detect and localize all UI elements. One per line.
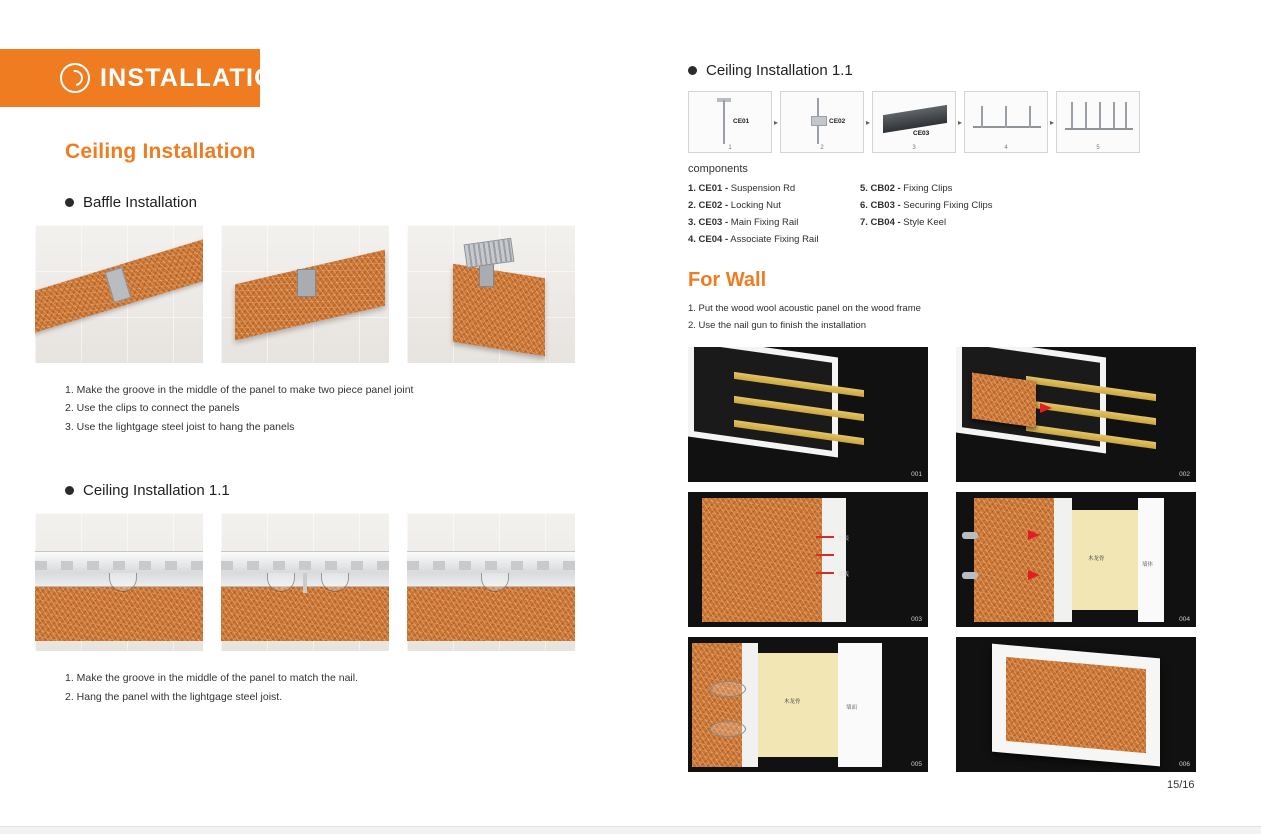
right-column <box>688 62 1208 772</box>
component-text: Locking Nut <box>728 199 781 211</box>
wall-image-number: 001 <box>911 470 922 478</box>
nail-icon <box>816 554 834 556</box>
baffle-caption-3: 3. Use the lightgage steel joist to hang the panels <box>65 420 295 433</box>
wall-surface <box>742 643 758 767</box>
step-2-code: CE02 <box>829 118 846 125</box>
component-item <box>860 215 1110 232</box>
wall-image-001 <box>688 347 928 482</box>
for-wall-step-1: 1. Put the wood wool acoustic panel on the wood frame <box>688 302 921 314</box>
wall-surface <box>1054 498 1072 622</box>
wood-wool-panel <box>453 264 545 357</box>
wall-label: 面板 <box>838 571 850 578</box>
step-3-code: CE03 <box>913 130 930 137</box>
baffle-caption-2: 2. Use the clips to connect the panels <box>65 402 240 415</box>
assembly-step-3 <box>872 91 956 153</box>
ceiling-caption-2: 2. Hang the panel with the lightgage steel joist. <box>65 690 283 703</box>
suspension-rod-icon <box>1029 106 1031 128</box>
style-keel-icon <box>1071 102 1073 128</box>
component-code: 7. CB04 - <box>860 216 901 228</box>
step-5-number: 5 <box>1096 145 1100 151</box>
section-title-for-wall: For Wall <box>688 268 767 291</box>
wall-images-grid <box>688 347 1208 772</box>
step-arrow-2: ▸ <box>865 117 870 127</box>
wall-image-006 <box>956 637 1196 772</box>
components-label: components <box>688 163 748 175</box>
banner-title: INSTALLATION <box>100 63 295 92</box>
style-keel-icon <box>1113 102 1115 128</box>
component-item <box>688 181 860 198</box>
callout-oval-icon <box>710 721 746 737</box>
wall-side-surface <box>838 643 882 767</box>
red-arrow-icon <box>1040 403 1052 413</box>
style-keel-icon <box>1125 102 1127 128</box>
spiral-logo-icon <box>60 63 90 93</box>
wall-image-number: 005 <box>911 760 922 768</box>
wall-label: 木龙骨 <box>784 698 801 705</box>
assembly-step-2 <box>780 91 864 153</box>
component-code: 1. CE01 - <box>688 183 729 194</box>
ceiling-photo-1 <box>35 513 203 651</box>
component-text: Main Fixing Rail <box>728 216 799 228</box>
suspension-rod-icon <box>723 100 725 144</box>
wall-label: 墙面 <box>846 704 858 711</box>
for-wall-steps <box>688 300 1208 335</box>
style-keel-icon <box>1099 102 1101 128</box>
component-item <box>860 181 1110 198</box>
component-text: Suspension Rd <box>728 183 796 194</box>
subheading-baffle-installation <box>65 194 635 211</box>
callout-oval-icon <box>710 681 746 697</box>
component-text: Securing Fixing Clips <box>900 199 993 211</box>
component-code: 3. CE03 - <box>688 216 729 228</box>
screw-icon <box>962 532 978 539</box>
wood-wool-panel <box>702 498 822 622</box>
baffle-photo-row <box>35 225 635 363</box>
components-column-1 <box>688 181 860 249</box>
assembly-steps-strip <box>688 91 1208 153</box>
baffle-photo-2 <box>221 225 389 363</box>
subheading-ceiling-installation-11-right <box>688 62 1208 79</box>
subheading-ceiling-11-right-label: Ceiling Installation 1.1 <box>706 62 853 79</box>
subheading-baffle-label: Baffle Installation <box>83 194 197 211</box>
assembly-step-1 <box>688 91 772 153</box>
step-1-code: CE01 <box>733 118 750 125</box>
wall-label: 木龙骨 <box>1088 555 1105 562</box>
red-arrow-icon <box>1028 530 1040 540</box>
for-wall-step-2: 2. Use the nail gun to finish the installation <box>688 320 866 332</box>
wall-label: 安装 <box>838 535 850 542</box>
component-item <box>860 198 1110 215</box>
component-code: 6. CB03 - <box>860 199 901 211</box>
suspension-rod-icon <box>981 106 983 128</box>
wood-wool-panel <box>407 587 575 641</box>
wall-image-number: 006 <box>1179 760 1190 768</box>
ceiling-caption-1: 1. Make the groove in the middle of the panel to match the nail. <box>65 672 359 685</box>
baffle-caption-1: 1. Make the groove in the middle of the panel to make two piece panel joint <box>65 384 414 396</box>
components-list <box>688 181 1208 249</box>
rail-base-icon <box>1065 128 1133 130</box>
wall-label: 墙体 <box>1142 561 1154 568</box>
wall-image-005 <box>688 637 928 772</box>
ceiling-photo-row <box>35 513 635 651</box>
style-keel-icon <box>1085 102 1087 128</box>
locking-nut-icon <box>811 116 827 126</box>
wood-wool-panel <box>35 587 203 641</box>
wall-image-number: 002 <box>1179 470 1190 478</box>
wood-wool-panel <box>221 587 389 641</box>
step-4-number: 4 <box>1004 145 1008 151</box>
wall-image-number: 003 <box>911 615 922 623</box>
left-column <box>35 140 635 706</box>
component-item <box>688 198 860 215</box>
screw-icon <box>962 572 978 579</box>
component-item <box>688 232 860 249</box>
wall-surface <box>822 498 846 622</box>
wood-wool-panel <box>692 643 742 767</box>
metal-clip-icon <box>297 269 316 297</box>
wood-wool-panel <box>972 372 1036 427</box>
component-text: Style Keel <box>900 216 947 228</box>
bullet-dot-icon <box>65 198 74 207</box>
baffle-caption-block <box>65 381 635 436</box>
nail-icon <box>816 572 834 574</box>
main-fixing-rail-icon <box>883 105 947 133</box>
red-arrow-icon <box>1028 570 1040 580</box>
assembly-step-4 <box>964 91 1048 153</box>
bullet-dot-icon <box>65 486 74 495</box>
wood-frame-section <box>758 653 838 757</box>
component-text: Associate Fixing Rail <box>728 233 819 245</box>
baffle-photo-3 <box>407 225 575 363</box>
wall-image-004 <box>956 492 1196 627</box>
baffle-photo-1 <box>35 225 203 363</box>
finished-frame <box>992 643 1160 766</box>
installation-banner <box>0 49 295 107</box>
component-item <box>688 215 860 232</box>
wall-image-002 <box>956 347 1196 482</box>
components-column-2 <box>860 181 1110 249</box>
joint-clip-icon <box>303 573 307 593</box>
ceiling-photo-3 <box>407 513 575 651</box>
wall-image-number: 004 <box>1179 615 1190 623</box>
step-2-number: 2 <box>820 145 824 151</box>
assembly-step-5 <box>1056 91 1140 153</box>
component-code: 4. CE04 - <box>688 233 729 245</box>
subheading-ceiling-installation-11 <box>65 482 635 499</box>
bullet-dot-icon <box>688 66 697 75</box>
component-code: 2. CE02 - <box>688 199 729 211</box>
step-arrow-1: ▸ <box>773 117 778 127</box>
section-title-ceiling-installation: Ceiling Installation <box>65 140 256 163</box>
subheading-ceiling-11-label: Ceiling Installation 1.1 <box>83 482 230 500</box>
wood-wool-panel <box>1006 657 1146 753</box>
wood-frame-section <box>1072 510 1138 610</box>
nail-icon <box>816 536 834 538</box>
page-number: 15/16 <box>1167 779 1195 791</box>
step-arrow-4: ▸ <box>1049 117 1054 127</box>
wood-wool-panel <box>974 498 1054 622</box>
step-1-number: 1 <box>728 145 732 151</box>
wall-image-003 <box>688 492 928 627</box>
component-code: 5. CB02 - <box>860 183 901 194</box>
ceiling-photo-2 <box>221 513 389 651</box>
ceiling-caption-block <box>65 669 635 706</box>
step-arrow-3: ▸ <box>957 117 962 127</box>
component-text: Fixing Clips <box>900 183 953 194</box>
step-3-number: 3 <box>912 145 916 151</box>
suspension-rod-icon <box>1005 106 1007 128</box>
